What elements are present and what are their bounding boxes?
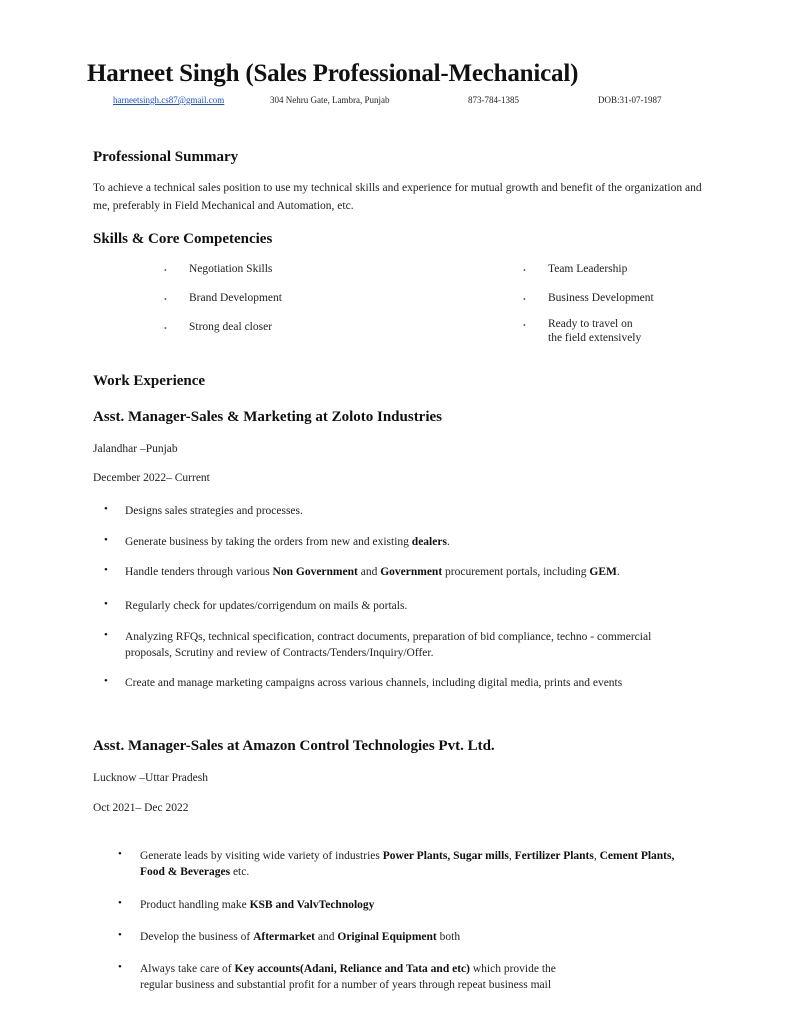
skills-heading: Skills & Core Competencies xyxy=(93,231,273,247)
job-bullet: Create and manage marketing campaigns across various channels, including digital media, prints and events xyxy=(125,677,623,689)
job-bullet: Generate leads by visiting wide variety of industries Power Plants, Sugar mills, Fertilizer Plants, Cement Plants, Food & Beverages etc. xyxy=(140,850,675,878)
bullet-icon: • xyxy=(104,675,108,687)
bullet-icon: • xyxy=(104,534,108,546)
job-bullet: Handle tenders through various Non Government and Government procurement portals, including GEM. xyxy=(125,566,620,578)
skill-bullet: • xyxy=(523,321,526,330)
phone: 873-784-1385 xyxy=(468,95,519,105)
bullet-icon: • xyxy=(118,897,122,909)
skill-bullet: • xyxy=(523,266,526,275)
bullet-icon: • xyxy=(104,598,108,610)
date-of-birth: DOB:31-07-1987 xyxy=(598,95,662,105)
skill-item: Negotiation Skills xyxy=(189,263,273,275)
skill-bullet: • xyxy=(164,266,167,275)
skill-item-continued: the field extensively xyxy=(548,332,642,344)
email-link[interactable] xyxy=(113,95,224,105)
bullet-icon: • xyxy=(104,503,108,515)
job-title: Asst. Manager-Sales & Marketing at Zoloto Industries xyxy=(93,409,443,425)
job-bullet: Analyzing RFQs, technical specification, contract documents, preparation of bid compliance, techno - commercial proposals, Scrutiny and review of Contracts/Tenders/Inquiry/Offer. xyxy=(125,631,652,659)
skill-bullet: • xyxy=(164,295,167,304)
job-bullet: Always take care of Key accounts(Adani, Reliance and Tata and etc) which provide the regular business and substantial profit for a number of years through repeat business mail xyxy=(140,963,556,991)
bullet-icon: • xyxy=(104,629,108,641)
job-location: Jalandhar –Punjab xyxy=(93,443,178,455)
job-bullet: Generate business by taking the orders from new and existing dealers. xyxy=(125,536,450,548)
job-bullet: Designs sales strategies and processes. xyxy=(125,505,303,517)
job-title: Asst. Manager-Sales at Amazon Control Technologies Pvt. Ltd. xyxy=(93,738,495,754)
resume-name: Harneet Singh (Sales Professional-Mechanical) xyxy=(87,60,579,87)
job-bullet: Develop the business of Aftermarket and Original Equipment both xyxy=(140,931,461,943)
job-bullet: Regularly check for updates/corrigendum on mails & portals. xyxy=(125,600,408,612)
email-link-text[interactable]: harneetsingh.cs87@gmail.com xyxy=(113,95,225,105)
bullet-icon: • xyxy=(118,961,122,973)
summary-text: To achieve a technical sales position to use my technical skills and experience for mutual growth and benefit of the organization and me, preferably in Field Mechanical and Automation, etc. xyxy=(93,182,702,212)
skill-bullet: • xyxy=(523,295,526,304)
work-heading: Work Experience xyxy=(93,373,206,389)
job-dates: Oct 2021– Dec 2022 xyxy=(93,802,189,814)
skill-item: Brand Development xyxy=(189,292,282,304)
skill-item: Ready to travel on xyxy=(548,318,633,330)
address: 304 Nehru Gate, Lambra, Punjab xyxy=(270,95,390,105)
bullet-icon: • xyxy=(104,564,108,576)
bullet-icon: • xyxy=(118,848,122,860)
job-location: Lucknow –Uttar Pradesh xyxy=(93,772,208,784)
skill-item: Business Development xyxy=(548,292,654,304)
job-bullet: Product handling make KSB and ValvTechnology xyxy=(140,899,375,911)
skill-item: Team Leadership xyxy=(548,263,628,275)
bullet-icon: • xyxy=(118,929,122,941)
skill-item: Strong deal closer xyxy=(189,321,273,333)
skill-bullet: • xyxy=(164,324,167,333)
summary-heading: Professional Summary xyxy=(93,149,239,165)
job-dates: December 2022– Current xyxy=(93,472,210,484)
